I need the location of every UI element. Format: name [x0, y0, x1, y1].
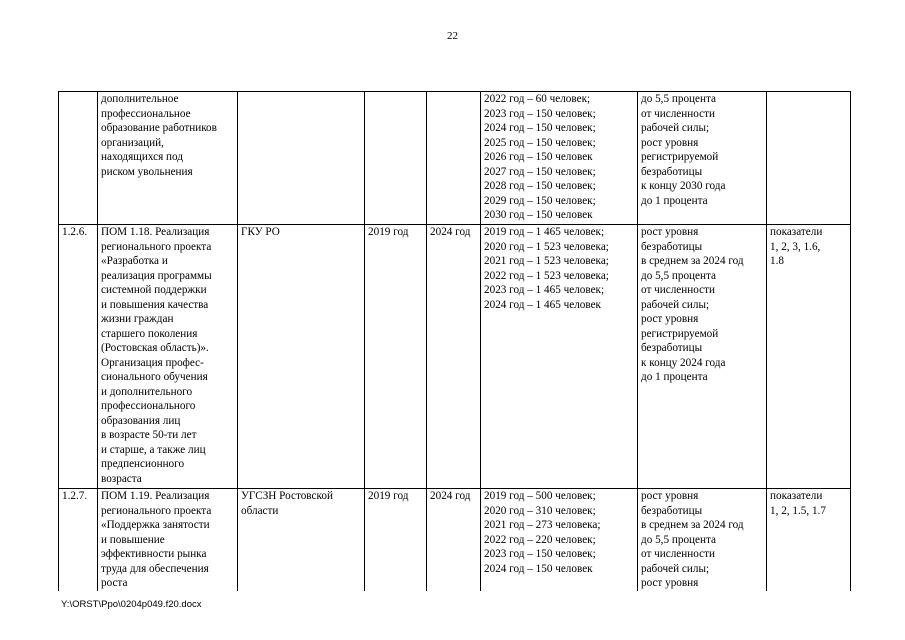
- table-row: [59, 225, 851, 489]
- page-number: 22: [447, 30, 458, 42]
- cell-measure-name: ПОМ 1.19. Реализация регионального проекта «Поддержка занятости и повышение эффективности рынка труда для обеспечения роста: [98, 489, 238, 591]
- cell-volumes: 2019 год – 500 человек; 2020 год – 310 человек; 2021 год – 273 человека; 2022 год – 220 человек; 2023 год – 150 человек; 2024 год – 150 человек: [481, 489, 638, 591]
- cell-measure-name: дополнительное профессиональное образование работников организаций, находящихся под риском увольнения: [98, 92, 238, 225]
- cell-end-year: 2024 год: [427, 225, 481, 489]
- cell-expected-result: рост уровня безработицы в среднем за 2024 год до 5,5 процента от численности рабочей силы; рост уровня: [638, 489, 767, 591]
- cell-executor: ГКУ РО: [238, 225, 365, 489]
- table-row: [59, 489, 851, 591]
- cell-expected-result: до 5,5 процента от численности рабочей силы; рост уровня регистрируемой безработицы к концу 2030 года до 1 процента: [638, 92, 767, 225]
- measures-table: [58, 91, 851, 591]
- cell-indicators: показатели 1, 2, 3, 1.6, 1.8: [767, 225, 851, 489]
- cell-executor: [238, 92, 365, 225]
- cell-volumes: 2022 год – 60 человек; 2023 год – 150 человек; 2024 год – 150 человек; 2025 год – 150 человек; 2026 год – 150 человек 2027 год – 150 человек; 2028 год – 150 человек; 2029 год – 150 человек; 2030 год – 150 человек: [481, 92, 638, 225]
- cell-expected-result: рост уровня безработицы в среднем за 2024 год до 5,5 процента от численности рабочей силы; рост уровня регистрируемой безработицы к концу 2024 года до 1 процента: [638, 225, 767, 489]
- cell-indicators: показатели 1, 2, 1.5, 1.7: [767, 489, 851, 591]
- file-path-footer: Y:\ORST\Ppo\0204p049.f20.docx: [61, 599, 202, 610]
- cell-measure-name: ПОМ 1.18. Реализация регионального проекта «Разработка и реализация программы системной поддержки и повышения качества жизни граждан старшего поколения (Ростовская область)». Организация профес- сионального обучения и дополнительного профессионального образования лиц в возрасте 50-ти лет и старше, а также лиц предпенсионного возраста: [98, 225, 238, 489]
- cell-start-year: 2019 год: [365, 489, 427, 591]
- table-row: [59, 92, 851, 225]
- cell-volumes: 2019 год – 1 465 человек; 2020 год – 1 523 человека; 2021 год – 1 523 человека; 2022 год – 1 523 человека; 2023 год – 1 465 человек; 2024 год – 1 465 человек: [481, 225, 638, 489]
- cell-number: [59, 92, 98, 225]
- cell-start-year: 2019 год: [365, 225, 427, 489]
- cell-end-year: 2024 год: [427, 489, 481, 591]
- cell-number: 1.2.7.: [59, 489, 98, 591]
- cell-number: 1.2.6.: [59, 225, 98, 489]
- cell-start-year: [365, 92, 427, 225]
- cell-indicators: [767, 92, 851, 225]
- cell-executor: УГСЗН Ростовской области: [238, 489, 365, 591]
- cell-end-year: [427, 92, 481, 225]
